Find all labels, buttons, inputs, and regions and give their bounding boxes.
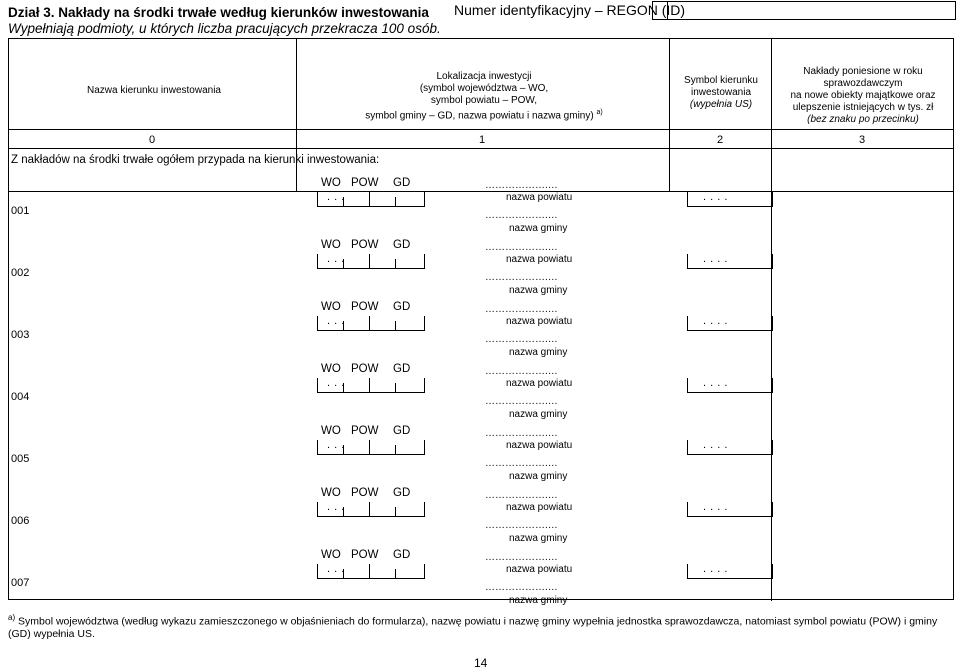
regon-label: Numer identyfikacyjny – REGON (ID) (454, 2, 686, 18)
gd-label: GD (393, 239, 411, 251)
col-header-location-line: (symbol województwa – WO, (419, 83, 549, 94)
gd-label: GD (393, 301, 411, 313)
powiat-leader: ……………….… (485, 180, 558, 191)
direction-symbol-field[interactable] (687, 254, 773, 269)
nazwa-powiatu[interactable]: nazwa powiatu (506, 254, 573, 265)
col-header-exp-line: Nakłady poniesione w roku (803, 66, 923, 77)
amount-dots: . . . . (703, 439, 728, 451)
col-header-location-text: symbol gminy – GD, nazwa powiatu i nazwa gminy) (365, 110, 594, 122)
powiat-leader: ……………….… (485, 428, 558, 439)
col-header-name: Nazwa kierunku inwestowania (87, 85, 221, 96)
code-separator (369, 440, 370, 454)
gd-label: GD (393, 425, 411, 437)
gmina-leader: ……………….… (485, 210, 558, 221)
row-number: 005 (11, 453, 30, 465)
row-number: 006 (11, 515, 30, 527)
col-header-exp-line: ulepszenie istniejących w tys. zł (792, 102, 934, 113)
wo-label: WO (321, 363, 341, 375)
row-number: 002 (11, 267, 30, 279)
wo-label: WO (321, 487, 341, 499)
gmina-leader: ……………….… (485, 334, 558, 345)
powiat-leader: ……………….… (485, 304, 558, 315)
direction-symbol-field[interactable] (687, 316, 773, 331)
row-number: 003 (11, 329, 30, 341)
gd-label: GD (393, 363, 411, 375)
nazwa-gminy[interactable]: nazwa gminy (509, 409, 568, 420)
section-label: Z nakładów na środki trwałe ogółem przypada na kierunki inwestowania: (11, 154, 380, 166)
code-separator (369, 254, 370, 268)
row-number: 007 (11, 577, 30, 589)
pow-label: POW (351, 239, 379, 251)
code-separator (395, 383, 396, 393)
col-header-symbol (671, 75, 771, 111)
code-separator (395, 321, 396, 331)
col-header-location-line (299, 107, 669, 122)
header-divider (9, 148, 953, 149)
direction-symbol-field[interactable] (687, 440, 773, 455)
col-number-1: 1 (479, 134, 486, 146)
code-separator (395, 197, 396, 207)
col-number-3: 3 (859, 134, 866, 146)
powiat-leader: ……………….… (485, 366, 558, 377)
nazwa-powiatu[interactable]: nazwa powiatu (506, 502, 573, 513)
direction-symbol-field[interactable] (687, 502, 773, 517)
col-header-exp-line: sprawozdawczym (823, 78, 903, 89)
wo-label: WO (321, 549, 341, 561)
wo-label: WO (321, 425, 341, 437)
amount-dots: . . . . (703, 191, 728, 203)
code-separator (369, 378, 370, 392)
code-separator (395, 507, 396, 517)
gd-label: GD (393, 487, 411, 499)
regon-first-cell[interactable] (653, 2, 668, 19)
wo-label: WO (321, 301, 341, 313)
footnote-mark: a) (8, 613, 16, 622)
nazwa-gminy[interactable]: nazwa gminy (509, 347, 568, 358)
location-code-dots: . . . (327, 191, 345, 203)
col-divider (296, 39, 297, 191)
location-code-dots: . . . (327, 501, 345, 513)
header-divider (9, 129, 953, 130)
code-separator (395, 569, 396, 579)
col-number-0: 0 (149, 134, 156, 146)
pow-label: POW (351, 177, 379, 189)
footnote-text: Symbol województwa (według wykazu zamieszczonego w objaśnieniach do formularza), nazwę powiatu i nazwę gminy wypełnia jednostka sprawozdawcza, natomiast symbol powiatu (POW) i gminy (GD) wypełnia US. (8, 615, 938, 640)
pow-label: POW (351, 301, 379, 313)
amount-dots: . . . . (703, 563, 728, 575)
nazwa-gminy[interactable]: nazwa gminy (509, 595, 568, 606)
location-code-dots: . . . (327, 377, 345, 389)
row-number: 004 (11, 391, 30, 403)
pow-label: POW (351, 487, 379, 499)
regon-input[interactable] (652, 1, 956, 20)
section-title: Dział 3. Nakłady na środki trwałe według kierunków inwestowania (8, 5, 429, 20)
nazwa-powiatu[interactable]: nazwa powiatu (506, 564, 573, 575)
code-separator (369, 564, 370, 578)
gmina-leader: ……………….… (485, 272, 558, 283)
gmina-leader: ……………….… (485, 458, 558, 469)
page-number: 14 (474, 656, 488, 670)
investment-table (8, 38, 954, 606)
col-header-symbol-line: (wypełnia US) (689, 99, 753, 110)
row-number: 001 (11, 205, 30, 217)
location-code-dots: . . . (327, 315, 345, 327)
code-separator (395, 259, 396, 269)
direction-symbol-field[interactable] (687, 564, 773, 579)
location-code-dots: . . . (327, 253, 345, 265)
nazwa-gminy[interactable]: nazwa gminy (509, 285, 568, 296)
nazwa-powiatu[interactable]: nazwa powiatu (506, 440, 573, 451)
nazwa-gminy[interactable]: nazwa gminy (509, 223, 568, 234)
nazwa-gminy[interactable]: nazwa gminy (509, 471, 568, 482)
footnote-ref: a) (596, 109, 603, 116)
pow-label: POW (351, 549, 379, 561)
direction-symbol-field[interactable] (687, 378, 773, 393)
col-number-2: 2 (717, 134, 724, 146)
col-header-symbol-line: Symbol kierunku (684, 75, 758, 86)
col-header-location-line: Lokalizacja inwestycji (436, 71, 532, 82)
gmina-leader: ……………….… (485, 582, 558, 593)
gd-label: GD (393, 549, 411, 561)
wo-label: WO (321, 239, 341, 251)
code-separator (369, 502, 370, 516)
col-header-location (299, 71, 669, 122)
amount-dots: . . . . (703, 501, 728, 513)
nazwa-powiatu[interactable]: nazwa powiatu (506, 316, 573, 327)
section-divider (9, 191, 953, 192)
col-header-expenditure (773, 66, 953, 126)
col-header-exp-line: (bez znaku po przecinku) (807, 114, 919, 125)
footnote (8, 613, 960, 640)
powiat-leader: ……………….… (485, 242, 558, 253)
amount-dots: . . . . (703, 377, 728, 389)
nazwa-gminy[interactable]: nazwa gminy (509, 533, 568, 544)
code-separator (369, 192, 370, 206)
col-divider (669, 39, 670, 191)
gd-label: GD (393, 177, 411, 189)
section-subtitle: Wypełniają podmioty, u których liczba pracujących przekracza 100 osób. (8, 21, 441, 36)
amount-dots: . . . . (703, 315, 728, 327)
wo-label: WO (321, 177, 341, 189)
gmina-leader: ……………….… (485, 520, 558, 531)
nazwa-powiatu[interactable]: nazwa powiatu (506, 192, 573, 203)
col-header-exp-line: na nowe obiekty majątkowe oraz (790, 90, 936, 101)
col-header-location-line: symbol powiatu – POW, (430, 95, 538, 106)
pow-label: POW (351, 425, 379, 437)
pow-label: POW (351, 363, 379, 375)
code-separator (369, 316, 370, 330)
location-code-dots: . . . (327, 563, 345, 575)
powiat-leader: ……………….… (485, 490, 558, 501)
code-separator (395, 445, 396, 455)
direction-symbol-field[interactable] (687, 192, 773, 207)
nazwa-powiatu[interactable]: nazwa powiatu (506, 378, 573, 389)
gmina-leader: ……………….… (485, 396, 558, 407)
powiat-leader: ……………….… (485, 552, 558, 563)
location-code-dots: . . . (327, 439, 345, 451)
col-header-symbol-line: inwestowania (690, 87, 752, 98)
amount-dots: . . . . (703, 253, 728, 265)
